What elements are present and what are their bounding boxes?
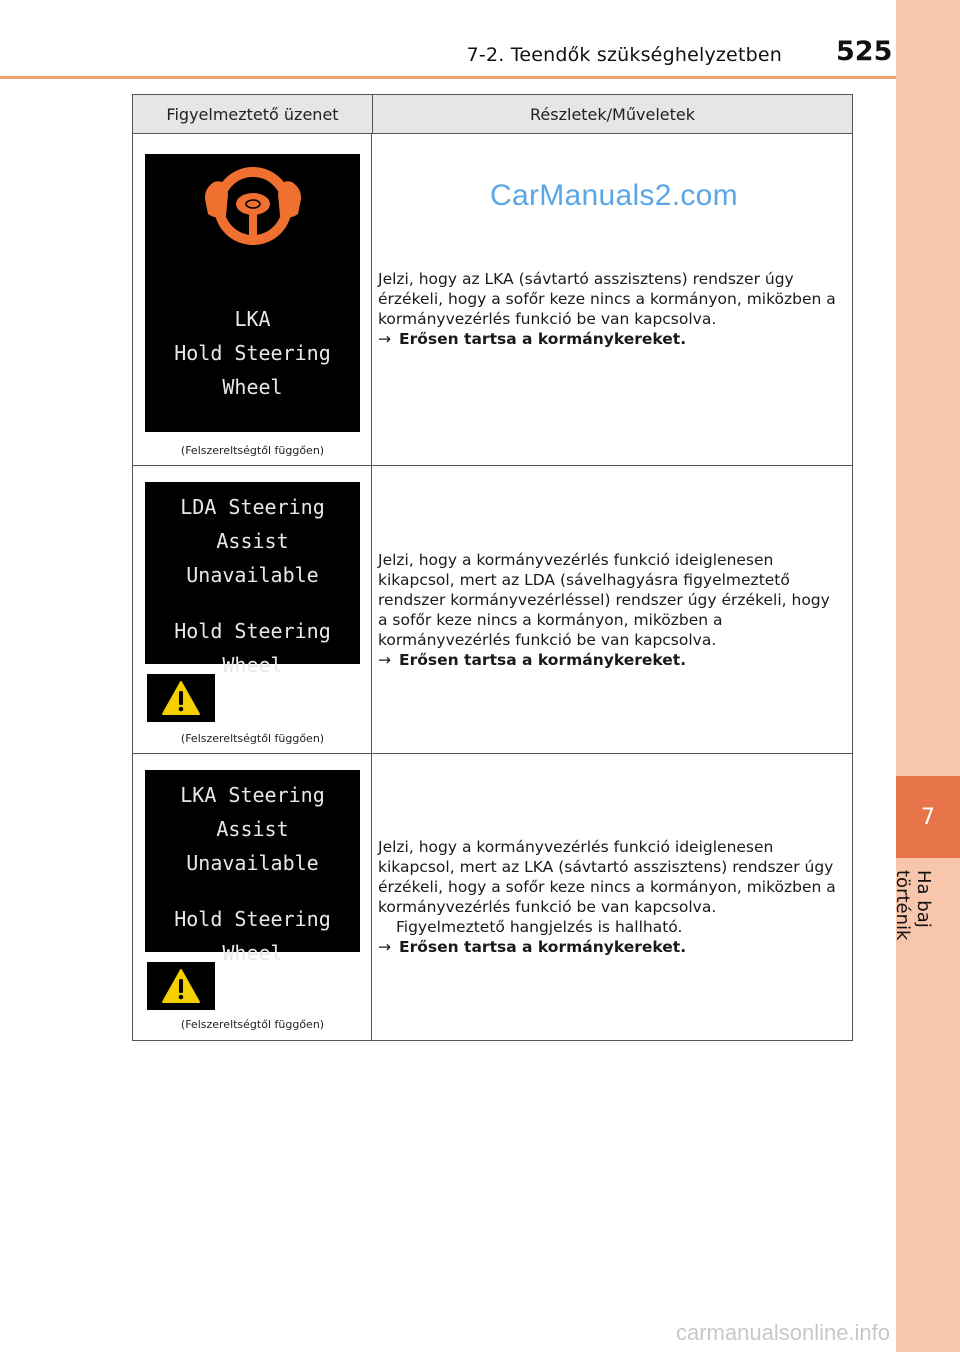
warning-triangle-icon — [161, 680, 201, 716]
details-cell — [372, 754, 852, 1040]
note: Figyelmeztető hangjelzés is hallható. — [396, 918, 683, 936]
table-row — [133, 134, 852, 466]
warning-indicator — [147, 962, 215, 1010]
details-cell — [372, 134, 852, 465]
warning-display-cell — [133, 754, 372, 1040]
side-tab-band — [892, 0, 960, 1352]
warning-display-cell — [133, 466, 372, 753]
screen-line: LKA — [234, 307, 271, 331]
section-title: 7-2. Teendők szükséghelyzetben — [466, 44, 782, 66]
screen-line — [145, 592, 360, 614]
screen-line: Hold Steering — [174, 907, 331, 931]
action-text: Erősen tartsa a kormánykereket. — [399, 329, 687, 348]
screen-line: LDA Steering — [180, 495, 325, 519]
warning-message-table — [132, 94, 853, 1041]
arrow-right-icon: → — [378, 938, 391, 956]
arrow-right-icon: → — [378, 650, 391, 669]
table-header — [133, 95, 852, 134]
screen-line — [145, 880, 360, 902]
description: Jelzi, hogy a kormányvezérlés funkció ideiglenesen kikapcsol, mert az LDA (sávelhagyásra figyelmeztető rendszer kormányvezérléssel) rendszer úgy érzékeli, hogy a sofőr keze nincs a kormányon, miközben a kormányvezérlés funkció be van kapcsolva. — [378, 550, 830, 649]
screen-line: Assist Unavailable — [186, 817, 319, 875]
display-screen — [145, 770, 360, 965]
screen-line: Wheel — [222, 653, 283, 677]
warning-triangle-icon — [161, 968, 201, 1004]
action-text: Erősen tartsa a kormánykereket. — [399, 650, 687, 669]
description: Jelzi, hogy az LKA (sávtartó asszisztens) rendszer úgy érzékeli, hogy a sofőr keze nincs a kormányon, miközben a kormányvezérlés funkció be van kapcsolva. — [378, 269, 836, 328]
watermark: CarManuals2.com — [490, 179, 738, 212]
column-header-details: Részletek/Műveletek — [530, 104, 695, 124]
footer-watermark: carmanualsonline.info — [676, 1320, 891, 1345]
availability-caption: (Felszereltségtől függően) — [180, 444, 325, 457]
chapter-number-tab — [896, 776, 960, 858]
steering-wheel-hands-icon — [198, 160, 308, 252]
header-divider — [0, 76, 896, 79]
display-screen — [145, 154, 360, 432]
screen-line: Wheel — [222, 375, 283, 399]
action-text: Erősen tartsa a kormánykereket. — [399, 938, 687, 956]
screen-line: Hold Steering — [174, 619, 331, 643]
table-row — [133, 466, 852, 754]
column-header-warning-message: Figyelmeztető üzenet — [133, 95, 373, 133]
availability-caption: (Felszereltségtől függően) — [180, 732, 325, 745]
table-row — [133, 754, 852, 1040]
chapter-number: 7 — [921, 804, 935, 830]
screen-line: Assist Unavailable — [186, 529, 319, 587]
warning-indicator — [147, 674, 215, 722]
page-number: 525 — [836, 36, 893, 67]
action-line — [378, 650, 840, 670]
availability-caption: (Felszereltségtől függően) — [180, 1018, 325, 1031]
screen-line: Hold Steering — [174, 341, 331, 365]
display-screen — [145, 482, 360, 677]
action-line — [378, 329, 840, 349]
screen-line: LKA Steering — [180, 783, 325, 807]
warning-display-cell — [133, 134, 372, 465]
details-cell — [372, 466, 852, 753]
screen-line: Wheel — [222, 941, 283, 965]
chapter-title: Ha baj történik — [892, 870, 934, 941]
action-line — [378, 937, 840, 957]
description: Jelzi, hogy a kormányvezérlés funkció ideiglenesen kikapcsol, mert az LKA (sávtartó asszisztens) rendszer úgy érzékeli, hogy a sofőr keze nincs a kormányon, miközben a kormányvezérlés funkció be van kapcsolva. — [378, 838, 836, 916]
arrow-right-icon: → — [378, 329, 391, 348]
